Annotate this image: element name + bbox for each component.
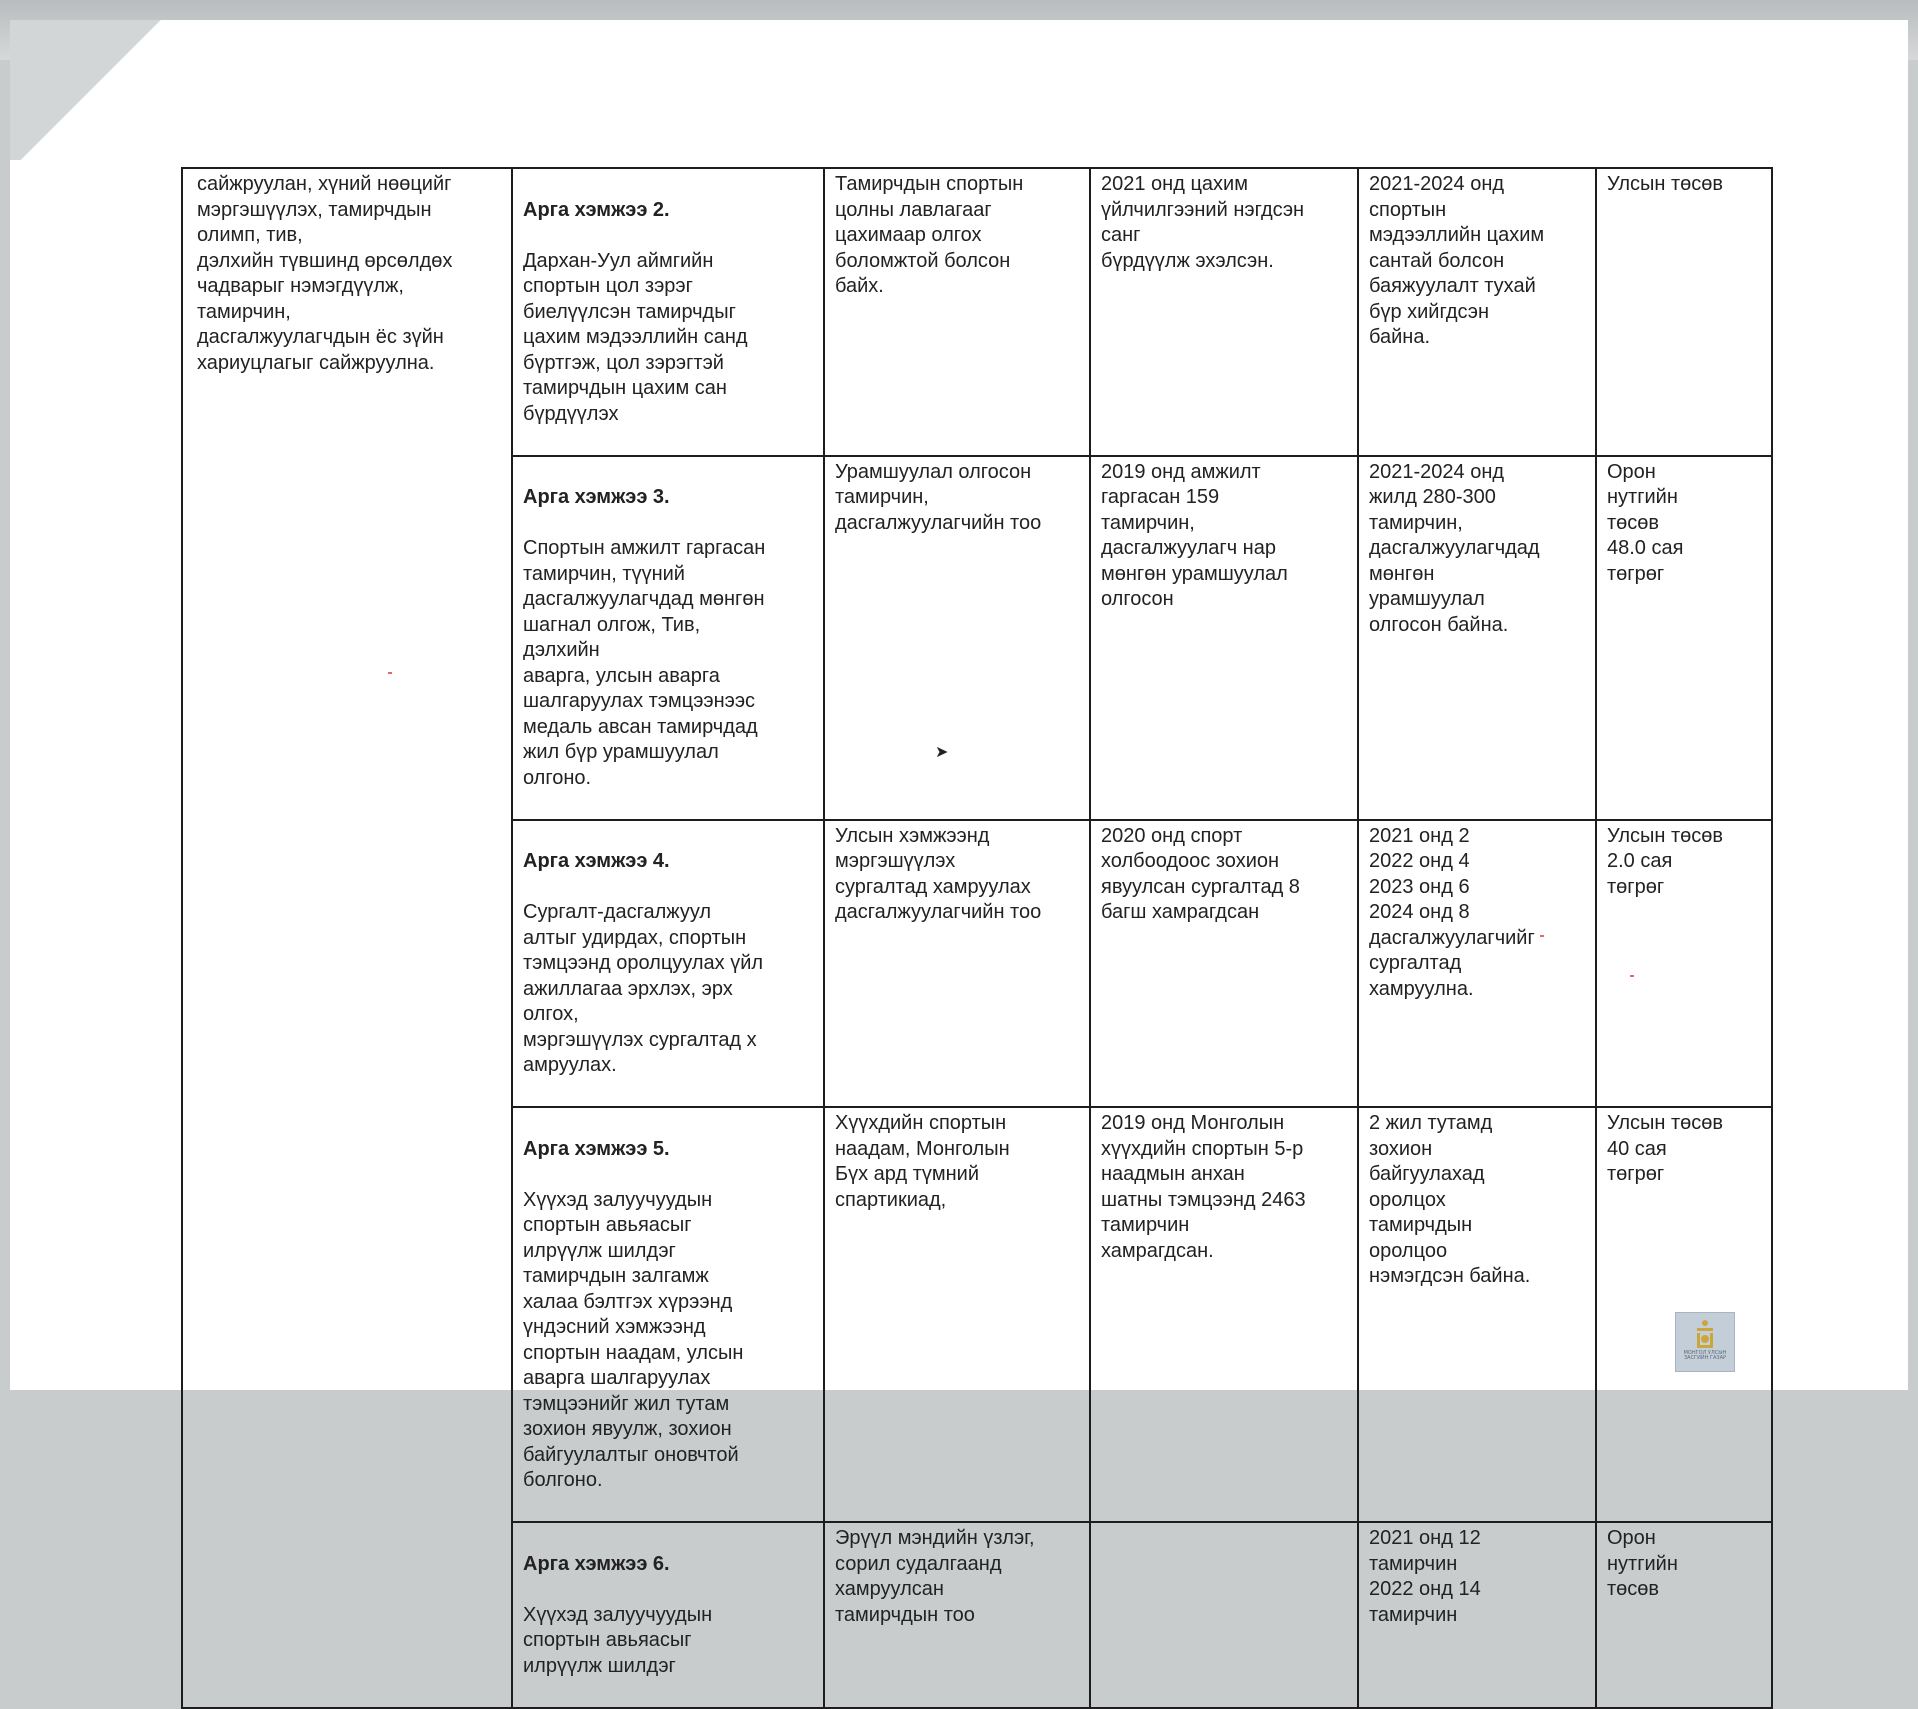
measure-description: Спортын амжилт гаргасан тамирчин, түүний дасгалжуулагчдад мөнгөн шагнал олгож, Тив, дэлхийн аварга, улсын аварга шалгаруулах тэмцээнээс медаль авсан тамирчдад жил бүр урамшуулал олгоно. (523, 537, 766, 789)
funding-cell: Улсын төсөв 40 сая төгрөг (1596, 1107, 1772, 1522)
measure-title: Арга хэмжээ 3. (523, 486, 670, 508)
indicator-cell: Улсын хэмжээнд мэргэшүүлэх сургалтад хамруулах дасгалжуулагчийн тоо (824, 820, 1090, 1108)
funding-cell: Улсын төсөв (1596, 168, 1772, 456)
measure-title: Арга хэмжээ 6. (523, 1552, 670, 1575)
indicator-cell: Урамшуулал олгосон тамирчин, дасгалжуулагчийн тоо (824, 456, 1090, 820)
target-cell: 2021 онд 12 тамирчин 2022 онд 14 тамирчин (1358, 1522, 1596, 1708)
seal-caption: МОНГОЛ УЛСЫН ЗАСГИЙН ГАЗАР (1683, 1350, 1727, 1361)
government-seal-logo (1675, 1312, 1735, 1372)
ink-speck (1630, 975, 1634, 977)
measure-description: Сургалт-дасгалжуул алтыг удирдах, спортын тэмцээнд оролцуулах үйл ажиллагаа эрхлэх, эрх олгох, мэргэшүүлэх сургалтад х амруулах. (523, 901, 764, 1076)
measure-cell (512, 456, 824, 820)
target-cell: 2021-2024 онд спортын мэдээллийн цахим сантай болсон баяжуулалт тухай бүр хийгдсэн байна. (1358, 168, 1596, 456)
measure-cell (512, 820, 824, 1108)
measure-description: Хүүхэд залуучуудын спортын авьяасыг илрүүлж шилдэг тамирчдын залгамж халаа бэлтгэх хүрээнд үндэсний хэмжээнд спортын наадам, улсын аварга шалгаруулах тэмцээнийг жил тутам зохион явуулж, зохион байгуулалтыг оновчтой болгоно. (523, 1188, 744, 1491)
baseline-cell: 2019 онд Монголын хүүхдийн спортын 5-р наадмын анхан шатны тэмцээнд 2463 тамирчин хамрагдсан. (1090, 1107, 1358, 1522)
measure-cell (512, 1107, 824, 1522)
target-cell: 2 жил тутамд зохион байгуулахад оролцох тамирчдын оролцоо нэмэгдсэн байна. (1358, 1107, 1596, 1522)
page-fold-corner (10, 20, 170, 160)
target-cell: 2021 онд 2 2022 онд 4 2023 онд 6 2024 онд 8 дасгалжуулагчийг сургалтад хамруулна. (1358, 820, 1596, 1108)
baseline-cell: 2020 онд спорт холбоодоос зохион явуулсан сургалтад 8 багш хамрагдсан (1090, 820, 1358, 1108)
goal-cell: сайжруулан, хүний нөөцийг мэргэшүүлэх, тамирчдын олимп, тив, дэлхийн түвшинд өрсөлдөх чадварыг нэмэгдүүлж, тамирчин, дасгалжуулагчдын ёс зүйн хариуцлагыг сайжруулна. (182, 168, 512, 1708)
measure-cell (512, 168, 824, 456)
indicator-cell: Хүүхдийн спортын наадам, Монголын Бүх ард түмний спартикиад, (824, 1107, 1090, 1522)
soyombo-icon (1694, 1319, 1716, 1349)
ink-speck (388, 672, 392, 674)
action-plan-table (181, 167, 1773, 1709)
measure-title: Арга хэмжээ 5. (523, 1137, 670, 1160)
indicator-cell: Эрүүл мэндийн үзлэг, сорил судалгаанд хамруулсан тамирчдын тоо (824, 1522, 1090, 1708)
table-row (182, 168, 1772, 456)
baseline-cell (1090, 1522, 1358, 1708)
target-cell: 2021-2024 онд жилд 280-300 тамирчин, дасгалжуулагчдад мөнгөн урамшуулал олгосон байна. (1358, 456, 1596, 820)
baseline-cell: 2019 онд амжилт гаргасан 159 тамирчин, дасгалжуулагч нар мөнгөн урамшуулал олгосон (1090, 456, 1358, 820)
funding-cell: Улсын төсөв 2.0 сая төгрөг (1596, 820, 1772, 1108)
measure-cell (512, 1522, 824, 1708)
ink-speck (1540, 935, 1544, 937)
indicator-cell: Тамирчдын спортын цолны лавлагааг цахимаар олгох боломжтой болсон байх. (824, 168, 1090, 456)
cursor-artifact-icon: ➤ (935, 744, 949, 761)
baseline-cell: 2021 онд цахим үйлчилгээний нэгдсэн санг бүрдүүлж эхэлсэн. (1090, 168, 1358, 456)
funding-cell: Орон нутгийн төсөв (1596, 1522, 1772, 1708)
funding-cell: Орон нутгийн төсөв 48.0 сая төгрөг (1596, 456, 1772, 820)
measure-title: Арга хэмжээ 4. (523, 850, 670, 872)
measure-description: Дархан-Уул аймгийн спортын цол зэрэг биелүүлсэн тамирчдыг цахим мэдээллийн санд бүртгэж, цол зэрэгтэй тамирчдын цахим сан бүрдүүлэх (523, 249, 748, 425)
measure-title: Арга хэмжээ 2. (523, 198, 670, 221)
measure-description: Хүүхэд залуучуудын спортын авьяасыг илрүүлж шилдэг (523, 1603, 713, 1677)
